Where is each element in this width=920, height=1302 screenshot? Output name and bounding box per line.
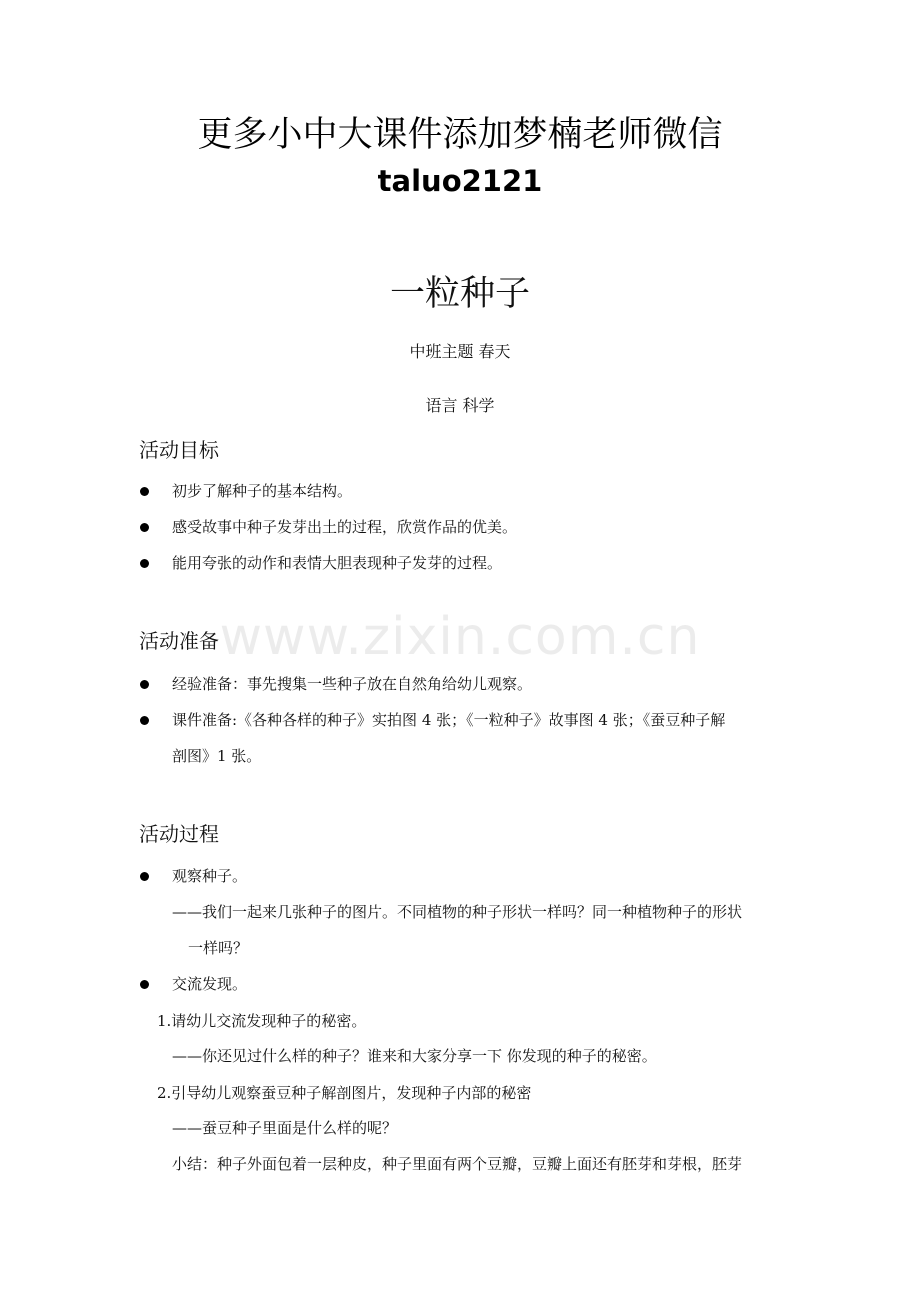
process-step: 交流发现。 bbox=[172, 975, 248, 993]
document-title: 一粒种子 bbox=[389, 274, 530, 314]
prep-item: 课件准备:《各种各样的种子》实拍图 4 张；《一粒种子》故事图 4 张；《蚕豆种子解 bbox=[172, 711, 726, 729]
section-heading-process: 活动过程 bbox=[139, 822, 219, 846]
bullet-icon bbox=[140, 680, 149, 689]
process-step: 观察种子。 bbox=[172, 867, 248, 885]
process-line: ——你还见过什么样的种子？谁来和大家分享一下 你发现的种子的秘密。 bbox=[172, 1047, 657, 1065]
goal-item: 能用夸张的动作和表情大胆表现种子发芽的过程。 bbox=[172, 554, 503, 572]
process-line: 一样吗？ bbox=[188, 939, 249, 957]
promo-wechat-id: taluo2121 bbox=[377, 164, 543, 198]
promo-line: 更多小中大课件添加梦楠老师微信 bbox=[197, 115, 723, 155]
goal-item: 初步了解种子的基本结构。 bbox=[172, 482, 353, 500]
process-line: ——蚕豆种子里面是什么样的呢？ bbox=[172, 1119, 398, 1137]
subtitle-subjects: 语言 科学 bbox=[425, 396, 495, 415]
process-line: ——我们一起来几张种子的图片。不同植物的种子形状一样吗？同一种植物种子的形状 bbox=[172, 903, 743, 921]
section-heading-goals: 活动目标 bbox=[139, 438, 219, 462]
process-line: 1.请幼儿交流发现种子的秘密。 bbox=[157, 1012, 367, 1030]
bullet-icon bbox=[140, 716, 149, 725]
prep-item-continued: 剖图》1 张。 bbox=[172, 747, 262, 765]
bullet-icon bbox=[140, 980, 149, 989]
bullet-icon bbox=[140, 559, 149, 568]
bullet-icon bbox=[140, 523, 149, 532]
subtitle-theme: 中班主题 春天 bbox=[409, 342, 511, 361]
watermark: www.zixin.com.cn bbox=[219, 607, 701, 667]
process-line: 2.引导幼儿观察蚕豆种子解剖图片，发现种子内部的秘密 bbox=[157, 1084, 532, 1102]
process-summary: 小结：种子外面包着一层种皮，种子里面有两个豆瓣，豆瓣上面还有胚芽和芽根，胚芽 bbox=[172, 1155, 743, 1173]
goal-item: 感受故事中种子发芽出土的过程，欣赏作品的优美。 bbox=[172, 518, 518, 536]
bullet-icon bbox=[140, 487, 149, 496]
section-heading-prep: 活动准备 bbox=[139, 629, 219, 653]
bullet-icon bbox=[140, 872, 149, 881]
prep-item: 经验准备：事先搜集一些种子放在自然角给幼儿观察。 bbox=[172, 675, 533, 693]
